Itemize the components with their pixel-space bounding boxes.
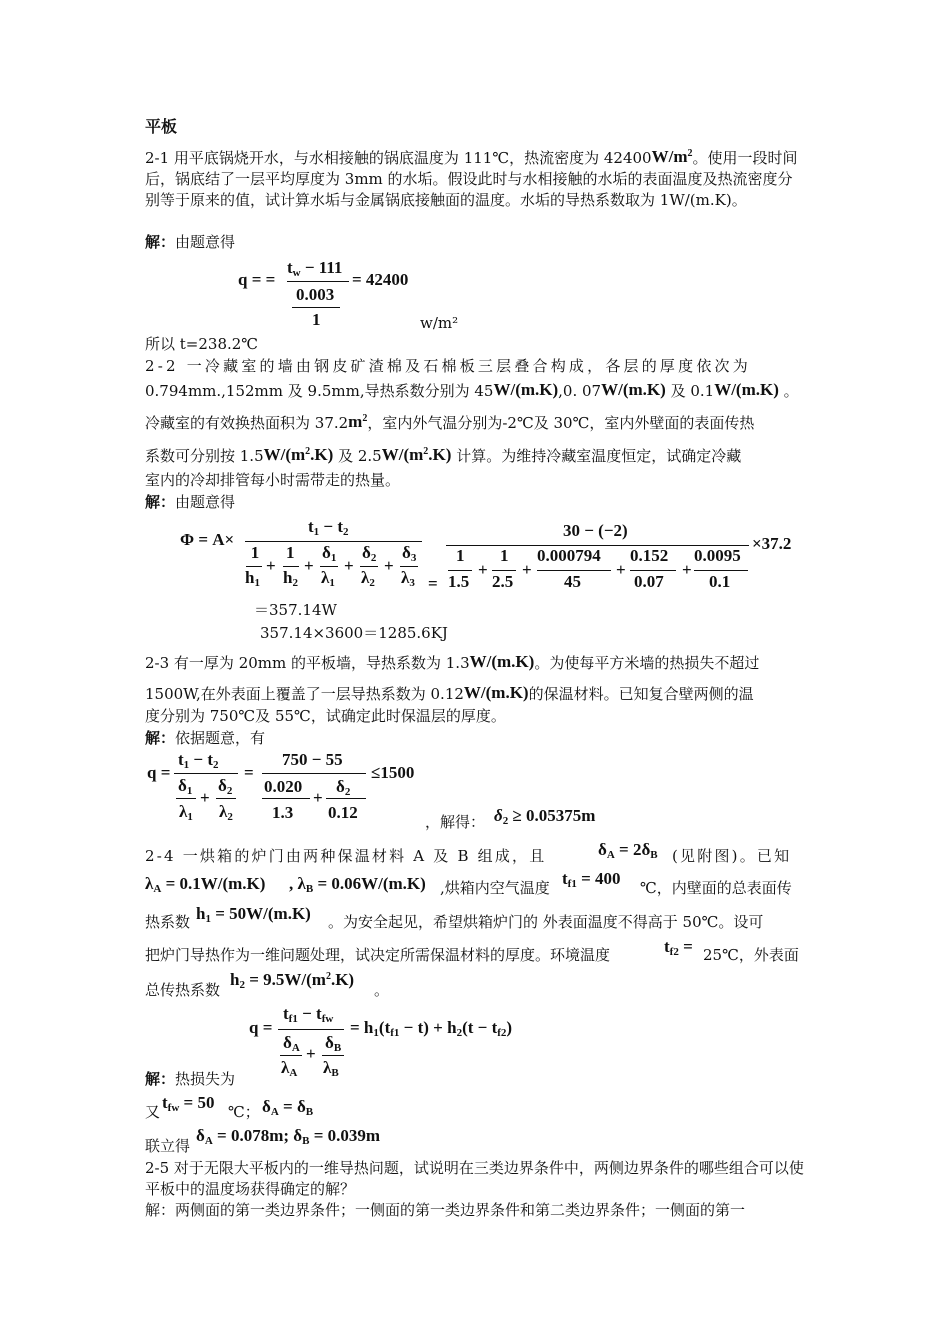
result-2-1: 所以 t=238.2℃ [145,335,259,353]
solution-2-2: 解：由题意得 [145,493,236,511]
problem-2-1: 2-1 用平底锅烧开水，与水相接触的锅底温度为 111℃，热流密度为 $42400W/m^2$。使用一段时间后，锅底结了一层平均厚度为 3mm 的水垢。假设此时与水相接触的水垢的表面温度及热流密度分别等于原来的值，试计算水垢与金属锅底接触面的温度。水垢的导热系数取为 1W/(m.K)。 [145,147,798,209]
problem-2-5: 2-5 对于无限大平板内的一维导热问题，试说明在三类边界条件中，两侧边界条件的哪些组合可以使平板中的温度场获得确定的解？ [145,1159,804,1198]
result-2-2-a: ＝357.14W [254,601,337,619]
unit-heat-flux: $W/m^2$ [651,147,693,166]
solution-2-5: 解：两侧面的第一类边界条件；一侧面的第一类边界条件和第二类边界条件；一侧面的第一 [145,1201,746,1219]
solution-2-4: 解：热损失为 [145,1070,236,1088]
solution-2-3: 解：依据题意，有 [145,729,266,747]
solution-2-1: 解：由题意得 [145,233,236,251]
section-title: 平板 [145,117,178,136]
result-2-2-b: 357.14×3600＝1285.6KJ [260,624,448,642]
document-page: 平板 2-1 用平底锅烧开水，与水相接触的锅底温度为 111℃，热流密度为 $42400W/m^2$。使用一段时间后，锅底结了一层平均厚度为 3mm 的水垢。假设此时与水相接触的水垢的表面温度及热流密度分别等于原来的值，试计算水垢与金属锅底接触面的温度。水垢的导热系数取为 1W/(m.K)。 解：由题意得 q = = $t_w - 111$ 0.003 1 = 42400 w/m² 所以 t=238.2℃ 2-2 一冷藏室的墙由钢皮矿渣棉及石棉板三层叠合构成，各层的厚度依次为 0.794mm.,152mm 及 9.5mm,导热系数分别为 45W/(m.K),0. 07W/(m.K) 及 0.1W/(m.K) 。 冷藏室的有效换热面积为 $37.2m^2$，室内外气温分别为-2℃及 30℃，室内外壁面的表面传热 系数可分别按 $1.5W/(m^2.K)$ 及 $2.5W/(m^2.K)$ 计算。为维持冷藏室温度恒定，试确定冷藏 室内的冷却排管每小时需带走的热量。 解：由题意得 Φ = A× $t_1 - t_2$ 1 $h_1$ + 1 $h_2$ + $\delta_1$ $\lambda_1$ + $\delta_2$ $\lambda_2$ + $\delta_3$ $\lambda_3$ = 30 − (−2) 1 1.5 + 1 2.5 + 0.000794 45 + 0.152 0.07 + 0.0095 0.1 ×37.2 ＝357.14W 357.14×3600＝1285.6KJ 2-3 有一厚为 20mm 的平板墙，导热系数为 1.3W/(m.K)。为使每平方米墙的热损失不超过 1500W,在外表面上覆盖了一层导热系数为 0.12W/(m.K)的保温材料。已知复合壁两侧的温 度分别为 750℃及 55℃，试确定此时保温层的厚度。 解：依据题意，有 q = $t_1 - t_2$ $\delta_1$ $\lambda_1$ + $\delta_2$ $\lambda_2$ = 750 − 55 0.020 1.3 + $\delta_2$ 0.12 ≤1500 ，解得： $\delta_2 \ge 0.05375m$ 2-4 一烘箱的炉门由两种保温材料 A 及 B 组成，且 $\delta_A = 2\delta_B$ (见附图)。已知 $\lambda_A = 0.1W/(m.K)$ , $\lambda_B = 0.06W/(m.K)$ ,烘箱内空气温度 $t_{f1} = 400$ ℃，内壁面的总表面传 热系数 $h_1 = 50W/(m.K)$ 。为安全起见，希望烘箱炉门的 外表面温度不得高于 50℃。设可 把炉门导热作为一维问题处理，试决定所需保温材料的厚度。环境温度 $t_{f2}$ = 25℃，外表面 总传热系数 $h_2 = 9.5W/(m^2.K)$ 。 q = $t_{f1} - t_{fw}$ $\delta_A$ $\lambda_A$ + $\delta_B$ $\lambda_B$ = $h_1(t_{f1} - t) + h_2(t - t_{f2})$ 解：热损失为 又 $t_{fw} = 50$ ℃； $\delta_A = \delta_B$ 联立得 $\delta_A = 0.078m$; $\delta_B = 0.039m$ 2-5 对于无限大平板内的一维导热问题，试说明在三类边界条件中，两侧边界条件的哪些组合可以使平板中的温度场获得确定的解？ 解：两侧面的第一类边界条件；一侧面的第一类边界条件和第二类边界条件；一侧面的第一 [0,0,950,1344]
